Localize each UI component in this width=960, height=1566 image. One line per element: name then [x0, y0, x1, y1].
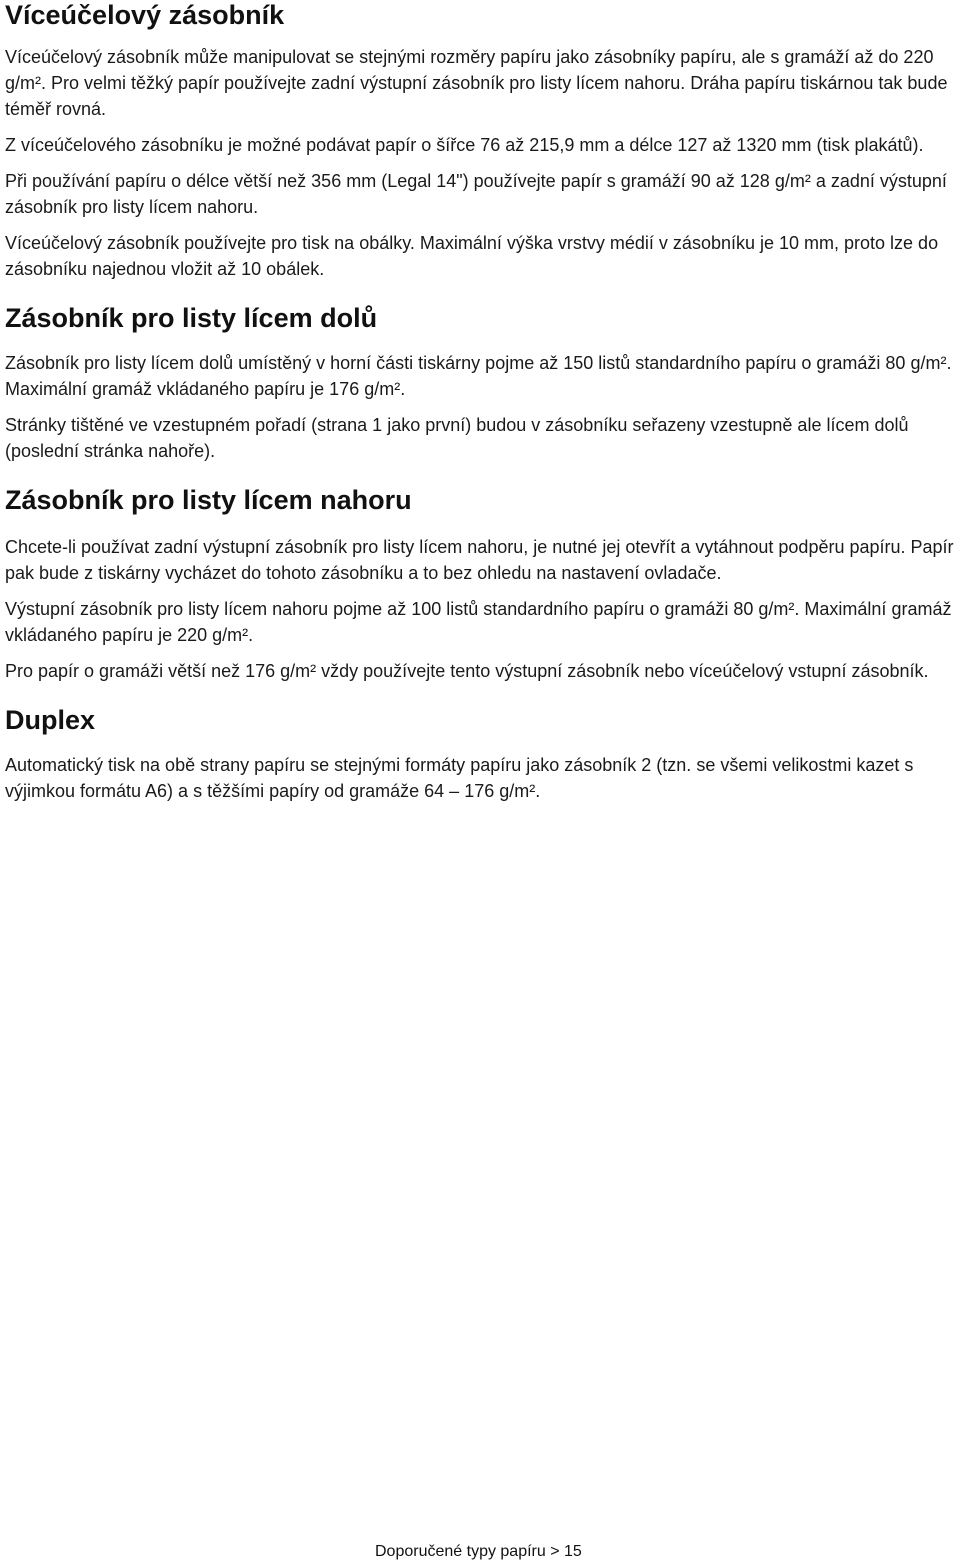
section-title-face-down-tray: Zásobník pro listy lícem dolů: [5, 303, 378, 333]
paragraph: Výstupní zásobník pro listy lícem nahoru pojme až 100 listů standardního papíru o gramáži 80 g/m². Maximální gramáž vkládaného papíru je 220 g/m².: [5, 599, 952, 645]
paragraph: Pro papír o gramáži větší než 176 g/m² vždy používejte tento výstupní zásobník nebo víceúčelový vstupní zásobník.: [5, 661, 929, 681]
paragraph: Automatický tisk na obě strany papíru se stejnými formáty papíru jako zásobník 2 (tzn. se všemi velikostmi kazet s výjimkou formátu A6) a s těžšími papíry od gramáže 64 – 176 g/m².: [5, 755, 914, 801]
paragraph: Z víceúčelového zásobníku je možné podávat papír o šířce 76 až 215,9 mm a délce 127 až 1320 mm (tisk plakátů).: [5, 135, 924, 155]
section-title-duplex: Duplex: [5, 705, 96, 735]
paragraph: Víceúčelový zásobník používejte pro tisk na obálky. Maximální výška vrstvy médií v zásobníku je 10 mm, proto lze do zásobníku najednou vložit až 10 obálek.: [5, 233, 939, 279]
section-title-face-up-tray: Zásobník pro listy lícem nahoru: [5, 485, 412, 515]
page-footer: Doporučené typy papíru > 15: [375, 1543, 582, 1560]
paragraph: Při používání papíru o délce větší než 356 mm (Legal 14") používejte papír s gramáží 90 až 128 g/m² a zadní výstupní zásobník pro listy lícem nahoru.: [5, 171, 947, 217]
paragraph: Stránky tištěné ve vzestupném pořadí (strana 1 jako první) budou v zásobníku seřazeny vzestupně ale lícem dolů (poslední stránka nahoře).: [5, 415, 909, 461]
paragraph: Zásobník pro listy lícem dolů umístěný v horní části tiskárny pojme až 150 listů standardního papíru o gramáži 80 g/m². Maximální gramáž vkládaného papíru je 176 g/m².: [5, 353, 952, 399]
document-page: [5, 0, 957, 804]
paragraph: Víceúčelový zásobník může manipulovat se stejnými rozměry papíru jako zásobníky papíru, ale s gramáží až do 220 g/m². Pro velmi těžký papír používejte zadní výstupní zásobník pro listy lícem nahoru. Dráha papíru tiskárnou tak bude téměř rovná.: [5, 47, 948, 119]
paragraph: Chcete-li používat zadní výstupní zásobník pro listy lícem nahoru, je nutné jej otevřít a vytáhnout podpěru papíru. Papír pak bude z tiskárny vycházet do tohoto zásobníku a to bez ohledu na nastavení ovladače.: [5, 537, 954, 583]
section-title-multipurpose-tray: Víceúčelový zásobník: [5, 0, 285, 30]
